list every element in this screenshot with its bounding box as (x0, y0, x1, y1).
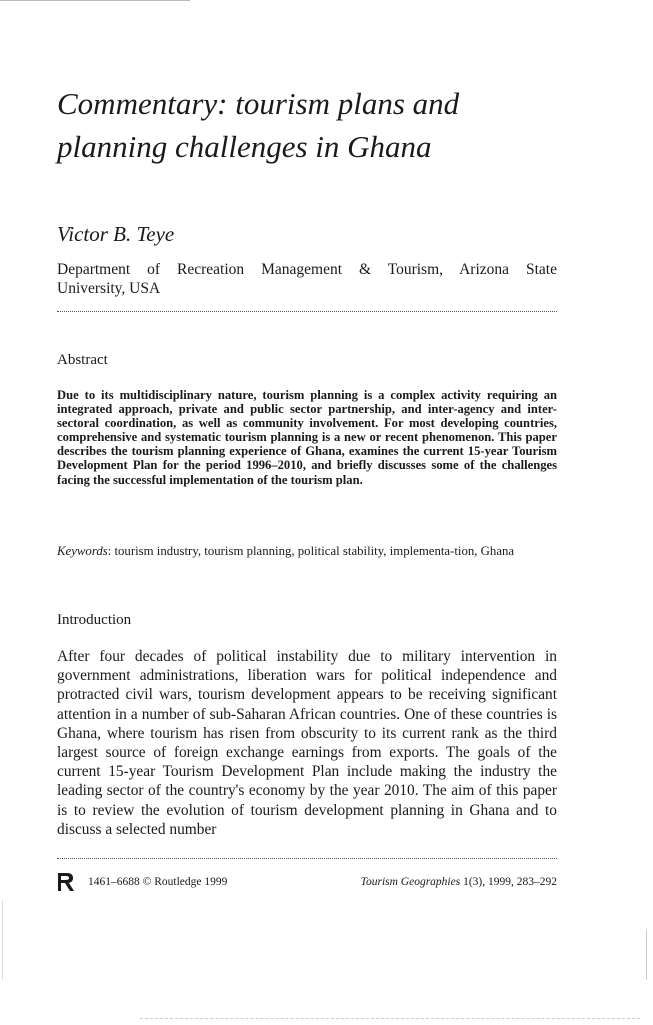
page-footer (57, 872, 557, 896)
author-affiliation (57, 260, 557, 298)
author-name: Victor B. Teye (57, 222, 175, 246)
affiliation-line-1: Department of Recreation Management & Tourism, Arizona State (57, 261, 557, 278)
introduction-text: After four decades of political instability due to military intervention in government administrations, liberation wars for political independence and protracted civil wars, tourism development appears to be receiving significant attention in a number of sub-Saharan African countries. One of these countries is Ghana, where tourism has risen from obscurity to its current rank as the third largest source of foreign exchange earnings from exports. The goals of the current 15-year Tourism Development Plan include making the industry the leading sector of the country's economy by the year 2010. The aim of this paper is to review the evolution of tourism development planning in Ghana and to discuss a selected number (57, 648, 557, 838)
abstract-heading: Abstract (57, 352, 108, 368)
scan-edge-left (2, 900, 3, 980)
scan-edge-top (0, 0, 190, 1)
article-title: Commentary: tourism plans and planning challenges in Ghana (57, 86, 460, 164)
footer-divider (57, 858, 557, 859)
abstract-text: Due to its multidisciplinary nature, tourism planning is a complex activity requiring an integrated approach, private and public sector partnership, and inter-agency and inter-sectoral coordination, as well as community involvement. For most developing countries, comprehensive and systematic tourism planning is a new or recent phenomenon. This paper describes the tourism planning experience of Ghana, examines the current 15-year Tourism Development Plan for the period 1996–2010, and briefly discusses some of the challenges facing the successful implementation of the tourism plan. (57, 388, 557, 487)
keywords-list: : tourism industry, tourism planning, political stability, implementa-tion, Ghana (107, 544, 515, 558)
scan-edge-right (646, 930, 647, 980)
scan-edge-bottom (140, 1018, 640, 1019)
issn-copyright: 1461–6688 © Routledge 1999 (88, 876, 228, 888)
journal-citation (361, 876, 557, 888)
keywords (57, 544, 557, 559)
affiliation-line-2: University, USA (57, 280, 161, 297)
routledge-logo-icon (57, 872, 75, 892)
keywords-label: Keywords (57, 544, 108, 558)
journal-name: Tourism Geographies (360, 876, 461, 888)
introduction-heading: Introduction (57, 612, 132, 628)
header-divider (57, 311, 557, 312)
journal-reference: 1(3), 1999, 283–292 (460, 876, 557, 888)
